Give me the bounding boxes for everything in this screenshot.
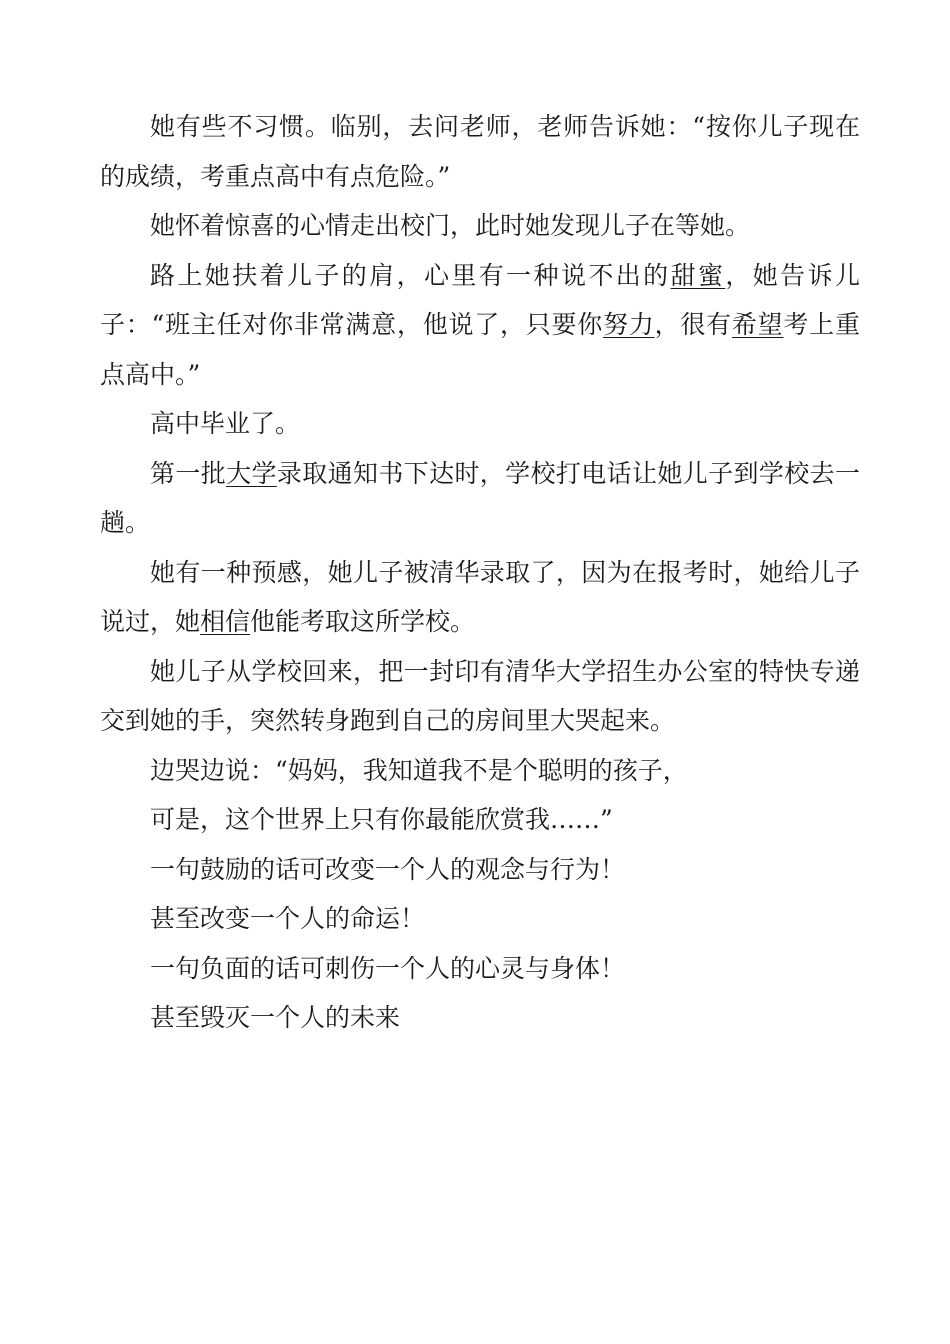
- body-paragraph: [100, 944, 860, 994]
- paragraph-text: 她儿子从学校回来，把一封印有清华大学招生办公室的特快专递交到她的手，突然转身跑到自己的房间里大哭起来。: [100, 656, 860, 735]
- body-paragraph: [100, 251, 860, 400]
- paragraph-text: 路上她扶着儿子的肩，心里有一种说不出的: [150, 260, 671, 290]
- paragraph-text: 一句鼓励的话可改变一个人的观念与行为！: [150, 854, 626, 884]
- paragraph-text: 她有些不习惯。临别，去问老师，老师告诉她：“按你儿子现在的成绩，考重点高中有点危险。”: [100, 112, 860, 191]
- body-paragraph: [100, 795, 860, 845]
- underlined-text: 努力: [603, 310, 655, 339]
- body-paragraph: [100, 449, 860, 548]
- underlined-text: 甜蜜: [670, 260, 726, 290]
- paragraph-text: 可是，这个世界上只有你最能欣赏我……”: [150, 805, 613, 834]
- paragraph-text: 一句负面的话可刺伤一个人的心灵与身体！: [150, 953, 626, 983]
- body-paragraph: [100, 102, 860, 201]
- body-paragraph: [100, 647, 860, 746]
- body-paragraph: [100, 201, 860, 251]
- paragraph-text: 高中毕业了。: [150, 409, 301, 438]
- paragraph-text: ，她告诉儿子：“班主任对你非常满意，他说了，只要你: [100, 260, 860, 339]
- paragraph-text: 第一批: [150, 458, 227, 488]
- body-paragraph: [100, 993, 860, 1043]
- paragraph-text: 边哭边说：“妈妈，我知道我不是个聪明的孩子，: [150, 755, 688, 785]
- paragraph-text: 录取通知书下达时，学校打电话让她儿子到学校去一趟。: [100, 458, 860, 537]
- body-paragraph: [100, 845, 860, 895]
- paragraph-text: 她怀着惊喜的心情走出校门，此时她发现儿子在等她。: [150, 211, 751, 240]
- paragraph-text: 考上重点高中。”: [100, 310, 860, 389]
- body-paragraph: [100, 548, 860, 647]
- underlined-text: 希望: [731, 310, 784, 339]
- underlined-text: 大学: [226, 458, 277, 488]
- body-paragraph: [100, 894, 860, 944]
- body-paragraph: [100, 399, 860, 449]
- body-paragraph: [100, 746, 860, 796]
- paragraph-text: 她有一种预感，她儿子被清华录取了，因为在报考时，她给儿子说过，她: [100, 557, 860, 636]
- paragraph-text: 甚至改变一个人的命运！: [150, 904, 426, 933]
- document-page: [100, 102, 860, 1043]
- paragraph-text: ，很有: [654, 310, 732, 339]
- paragraph-text: 甚至毁灭一个人的未来: [150, 1003, 401, 1032]
- paragraph-text: 他能考取这所学校。: [250, 607, 476, 636]
- underlined-text: 相信: [200, 607, 251, 636]
